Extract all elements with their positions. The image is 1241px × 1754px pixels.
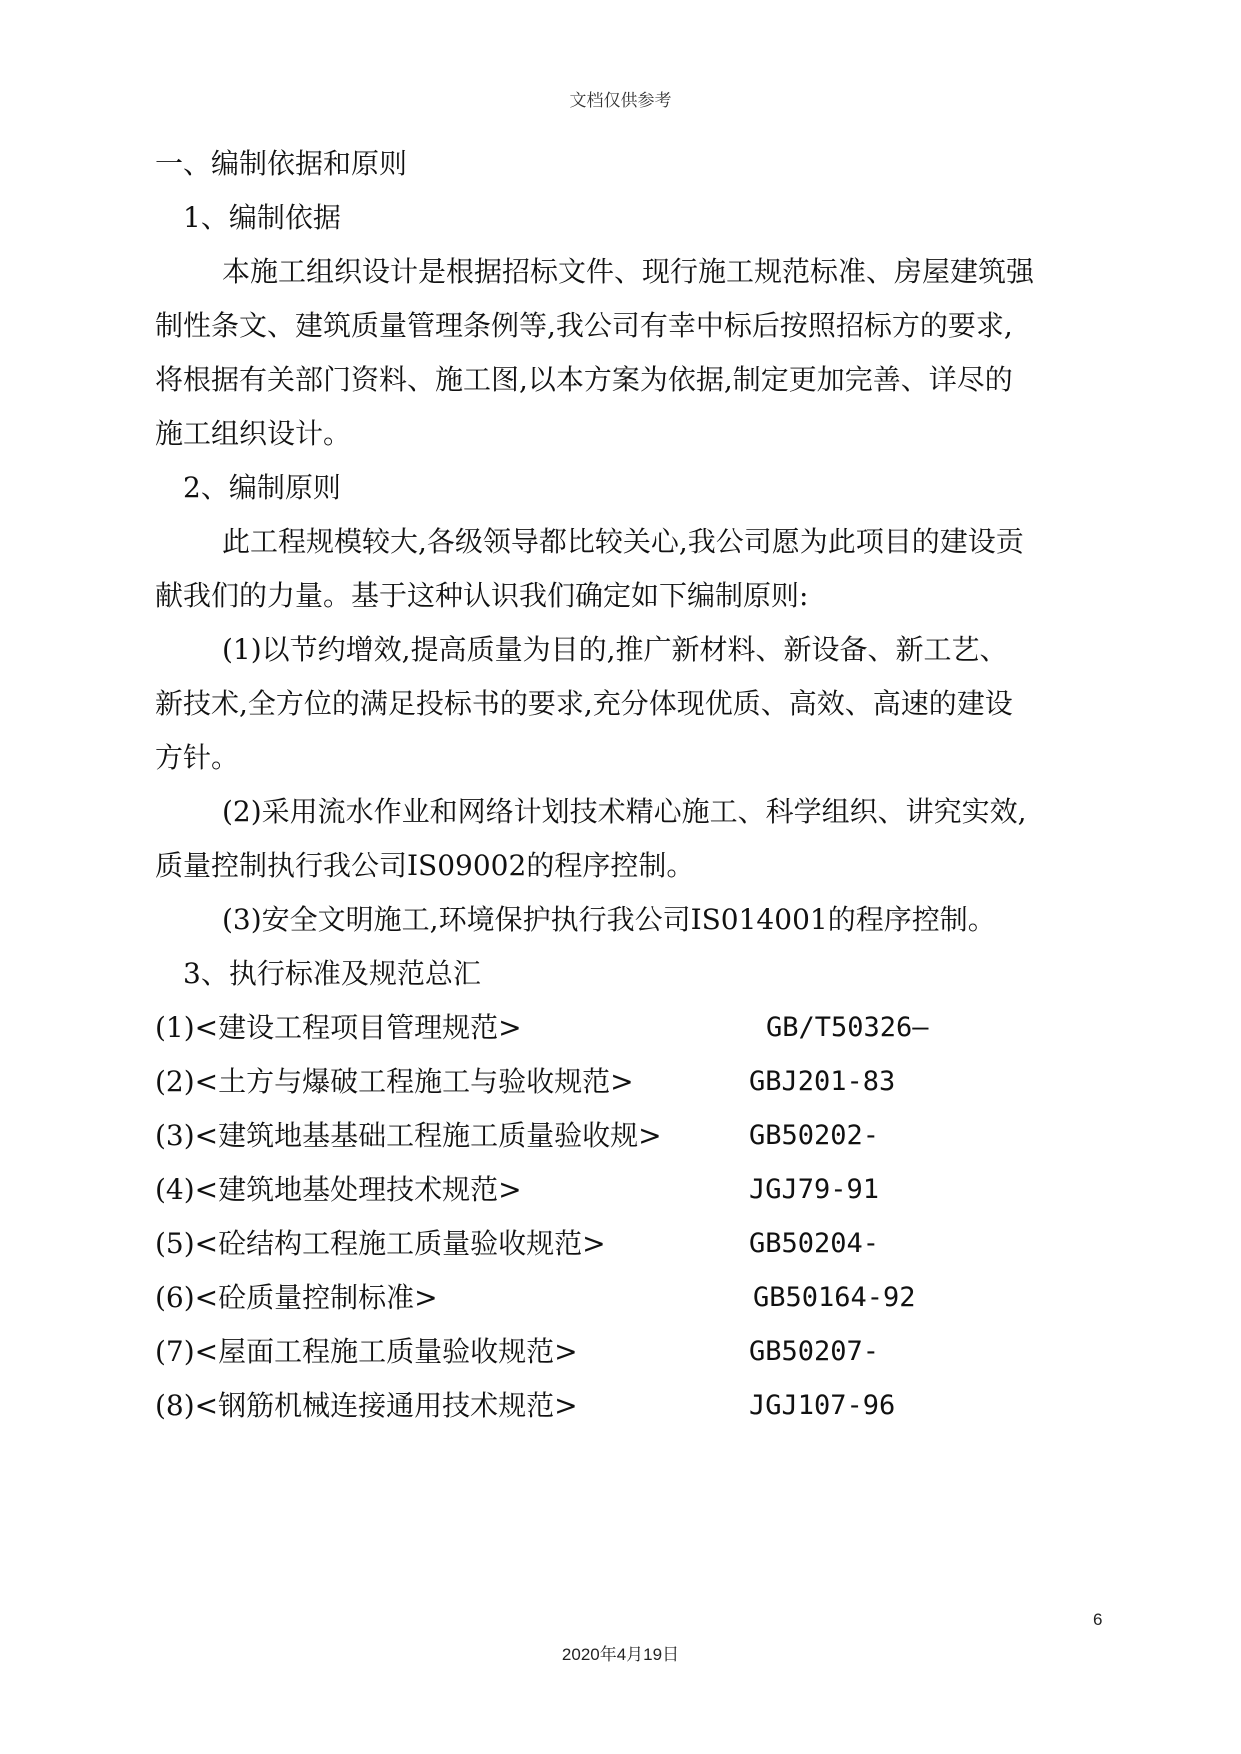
principle-item-line: (1)以节约增效,提高质量为目的,推广新材料、新设备、新工艺、 [222, 633, 1008, 666]
standard-title: (6)<砼质量控制标准> [155, 1281, 438, 1314]
standard-title: (1)<建设工程项目管理规范> [155, 1011, 522, 1044]
page-number: 6 [1093, 1610, 1103, 1629]
principle-paragraph-line: 献我们的力量。基于这种认识我们确定如下编制原则: [155, 579, 809, 612]
standard-code: GB50164-92 [753, 1282, 916, 1313]
principle-heading: 2、编制原则 [183, 471, 341, 504]
standard-code: GBJ201-83 [749, 1066, 896, 1097]
basis-heading: 1、编制依据 [183, 201, 341, 234]
main-heading: 一、编制依据和原则 [155, 147, 408, 180]
principle-item-line: 新技术,全方位的满足投标书的要求,充分体现优质、高效、高速的建设 [155, 687, 1013, 720]
principle-item-line: (2)采用流水作业和网络计划技术精心施工、科学组织、讲究实效, [222, 795, 1027, 828]
standard-code: GB/T50326— [766, 1012, 929, 1043]
basis-paragraph-line: 制性条文、建筑质量管理条例等,我公司有幸中标后按照招标方的要求, [155, 309, 1013, 342]
standard-code: GB50207- [749, 1336, 880, 1367]
standard-title: (5)<砼结构工程施工质量验收规范> [155, 1227, 606, 1260]
standard-title: (4)<建筑地基处理技术规范> [155, 1173, 522, 1206]
standard-code: JGJ79-91 [749, 1174, 880, 1205]
standard-code: JGJ107-96 [749, 1390, 896, 1421]
principle-item-line: (3)安全文明施工,环境保护执行我公司IS014001的程序控制。 [222, 903, 996, 936]
standard-code: GB50202- [749, 1120, 880, 1151]
principle-item-line: 方针。 [155, 741, 240, 774]
principle-paragraph-line: 此工程规模较大,各级领导都比较关心,我公司愿为此项目的建设贡 [222, 525, 1024, 558]
basis-paragraph-line: 施工组织设计。 [155, 417, 352, 450]
standard-title: (3)<建筑地基基础工程施工质量验收规> [155, 1119, 662, 1152]
basis-paragraph-line: 本施工组织设计是根据招标文件、现行施工规范标准、房屋建筑强 [222, 255, 1035, 288]
basis-paragraph-line: 将根据有关部门资料、施工图,以本方案为依据,制定更加完善、详尽的 [155, 363, 1013, 396]
principle-item-line: 质量控制执行我公司IS09002的程序控制。 [155, 849, 695, 882]
header-note: 文档仅供参考 [569, 91, 672, 111]
standard-title: (7)<屋面工程施工质量验收规范> [155, 1335, 578, 1368]
standards-heading: 3、执行标准及规范总汇 [183, 957, 481, 990]
footer-date: 2020年4月19日 [561, 1645, 680, 1664]
standard-title: (8)<钢筋机械连接通用技术规范> [155, 1389, 578, 1422]
standard-code: GB50204- [749, 1228, 880, 1259]
standard-title: (2)<土方与爆破工程施工与验收规范> [155, 1065, 634, 1098]
